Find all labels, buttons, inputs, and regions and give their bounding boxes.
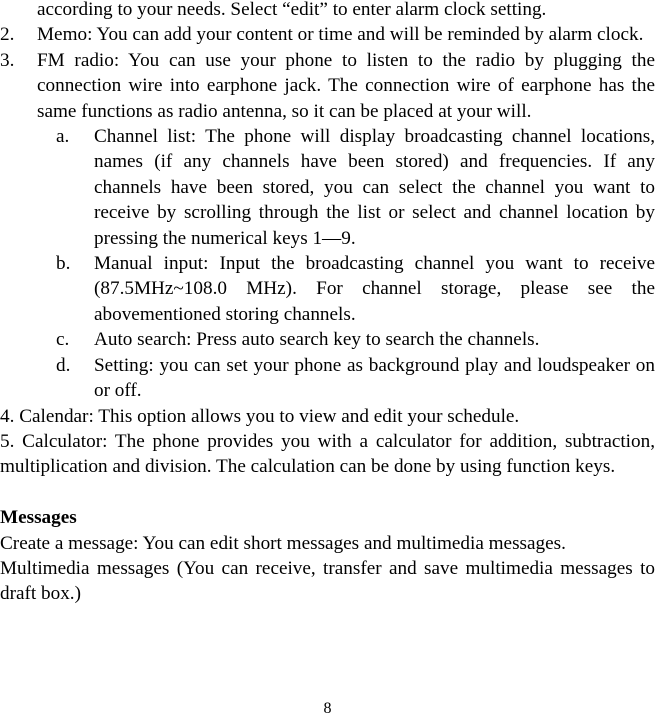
sub-item-text: Setting: you can set your phone as background play and loudspeaker on or off. (94, 354, 655, 402)
list-item-calculator: 5. Calculator: The phone provides you with a calculator for addition, subtraction, multiplication and division. The calculation can be done by using function keys. (0, 430, 655, 478)
list-item-calendar: 4. Calendar: This option allows you to view and edit your schedule. (0, 405, 520, 427)
list-item-text: Memo: You can add your content or time and will be reminded by alarm clock. (37, 24, 644, 46)
sub-item-text: Channel list: The phone will display broadcasting channel locations, names (if any channels have been stored) and frequencies. If any channels have been stored, you can select the channel you want to receive by scrolling through the list or select and channel location by pressing the numerical keys 1—9. (94, 126, 655, 249)
sub-item-auto-search (0, 327, 655, 352)
list-item-text: FM radio: You can use your phone to listen to the radio by plugging the connection wire into earphone jack. The connection wire of earphone has the same functions as radio antenna, so it can be placed at your will. (37, 49, 655, 122)
sub-item-letter: a. (56, 126, 70, 148)
sub-item-text: Manual input: Input the broadcasting channel you want to receive (87.5MHz~108.0 MHz). For channel storage, please see the abovementioned storing channels. (94, 253, 655, 325)
list-item-number: 3. (0, 49, 15, 71)
list-continuation-text: according to your needs. Select “edit” to enter alarm clock setting. (37, 0, 547, 20)
messages-multimedia-text: Multimedia messages (You can receive, transfer and save multimedia messages to draft box.) (0, 557, 655, 605)
sub-item-text: Auto search: Press auto search key to search the channels. (94, 329, 540, 351)
list-item-fm-radio (0, 48, 655, 124)
list-item-number: 2. (0, 24, 15, 46)
sub-item-setting (0, 353, 655, 404)
page-number: 8 (323, 700, 332, 717)
messages-create-text: Create a message: You can edit short messages and multimedia messages. (0, 532, 566, 554)
sub-item-letter: c. (56, 329, 70, 351)
paragraph-spacer (0, 480, 655, 505)
section-heading-messages: Messages (0, 507, 77, 529)
sub-item-letter: b. (56, 253, 71, 275)
list-item-memo (0, 22, 655, 47)
sub-item-letter: d. (56, 354, 71, 376)
sub-item-manual-input (0, 251, 655, 327)
sub-item-channel-list (0, 124, 655, 251)
